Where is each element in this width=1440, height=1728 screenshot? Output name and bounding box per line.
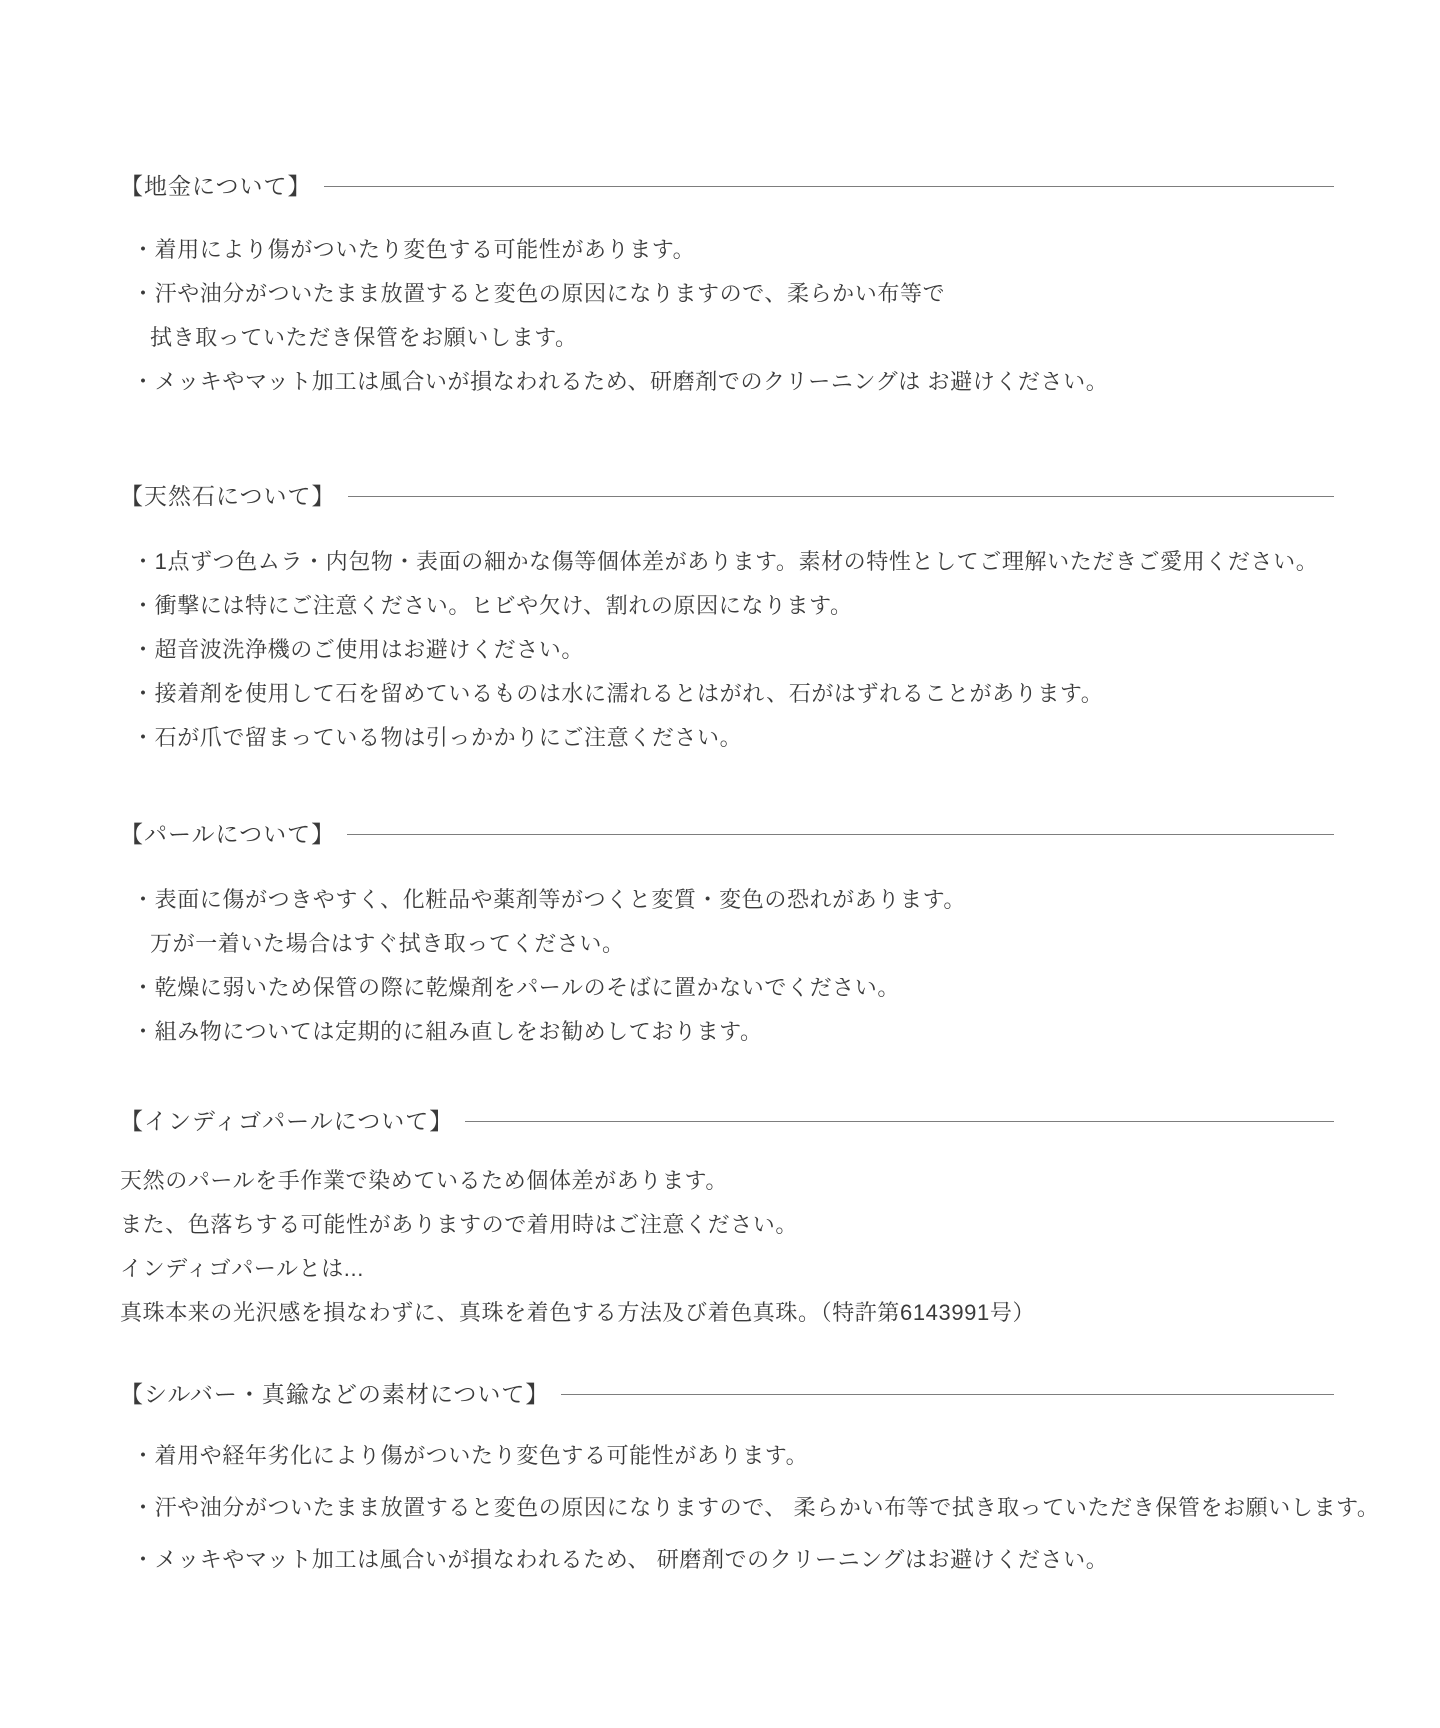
section-heading-row <box>120 170 1334 202</box>
bullet-text: 接着剤を使用して石を留めているものは水に濡れるとはがれ、石がはずれることがあります。 <box>154 681 1104 706</box>
section-body <box>120 1430 1380 1586</box>
section-heading-row <box>120 1105 1334 1137</box>
bullet-text: 超音波洗浄機のご使用はお避けください。 <box>154 637 585 662</box>
bullet-item <box>120 272 1334 316</box>
bullet-marker: ・ <box>132 637 155 662</box>
bullet-text: 着用により傷がついたり変色する可能性があります。 <box>154 237 696 262</box>
bullet-item <box>120 878 1334 922</box>
section-body <box>120 1159 1334 1335</box>
section-jigane <box>120 170 1334 404</box>
bullet-marker: ・ <box>132 549 155 574</box>
bullet-marker: ・ <box>132 1547 155 1572</box>
heading-rule <box>465 1121 1334 1122</box>
section-title: 【パールについて】 <box>120 821 336 847</box>
section-title: 【インディゴパールについて】 <box>120 1108 454 1134</box>
bullet-item <box>120 360 1334 404</box>
heading-rule <box>561 1394 1334 1395</box>
bullet-item <box>120 540 1334 584</box>
section-heading-row <box>120 1378 1334 1410</box>
paragraph-line <box>120 1247 1334 1291</box>
bullet-marker: ・ <box>132 1495 155 1520</box>
bullet-continuation <box>120 316 1334 360</box>
bullet-text: 拭き取っていただき保管をお願いします。 <box>150 325 578 350</box>
bullet-text: メッキやマット加工は風合いが損なわれるため、 研磨剤でのクリーニングはお避けください。 <box>154 1547 1109 1572</box>
bullet-marker: ・ <box>132 887 155 912</box>
paragraph-line <box>120 1203 1334 1247</box>
section-heading-row <box>120 818 1334 850</box>
bullet-text: 汗や油分がついたまま放置すると変色の原因になりますので、柔らかい布等で <box>154 281 946 306</box>
bullet-text: 1点ずつ色ムラ・内包物・表面の細かな傷等個体差があります。素材の特性としてご理解いただきご愛用ください。 <box>154 549 1319 574</box>
bullet-marker: ・ <box>132 1443 155 1468</box>
bullet-item <box>120 584 1334 628</box>
paragraph-text: インディゴパールとは... <box>120 1256 364 1281</box>
heading-rule <box>348 496 1334 497</box>
bullet-item <box>120 628 1334 672</box>
bullet-marker: ・ <box>132 281 155 306</box>
section-indigo-pearl <box>120 1105 1334 1335</box>
bullet-item <box>120 1482 1380 1534</box>
heading-rule <box>324 186 1334 187</box>
bullet-item <box>120 966 1334 1010</box>
bullet-text: 組み物については定期的に組み直しをお勧めしております。 <box>154 1019 763 1044</box>
bullet-marker: ・ <box>132 1019 155 1044</box>
section-body <box>120 228 1334 404</box>
bullet-text: 乾燥に弱いため保管の際に乾燥剤をパールのそばに置かないでください。 <box>154 975 900 1000</box>
bullet-marker: ・ <box>132 369 155 394</box>
section-silver-brass <box>120 1378 1380 1586</box>
bullet-continuation <box>120 922 1334 966</box>
paragraph-text: また、色落ちする可能性がありますので着用時はご注意ください。 <box>120 1212 799 1237</box>
bullet-item <box>120 1430 1334 1482</box>
section-body <box>120 878 1334 1054</box>
section-title: 【シルバー・真鍮などの素材について】 <box>120 1381 550 1407</box>
bullet-item <box>120 1534 1334 1586</box>
bullet-text: 着用や経年劣化により傷がついたり変色する可能性があります。 <box>154 1443 809 1468</box>
bullet-marker: ・ <box>132 593 155 618</box>
bullet-item <box>120 672 1334 716</box>
bullet-marker: ・ <box>132 975 155 1000</box>
bullet-text: 万が一着いた場合はすぐ拭き取ってください。 <box>150 931 625 956</box>
bullet-marker: ・ <box>132 725 155 750</box>
bullet-item <box>120 716 1334 760</box>
section-pearl <box>120 818 1334 1054</box>
bullet-text: 衝撃には特にご注意ください。ヒビや欠け、割れの原因になります。 <box>154 593 853 618</box>
paragraph-text: 真珠本来の光沢感を損なわずに、真珠を着色する方法及び着色真珠。（特許第6143991号） <box>120 1300 1036 1325</box>
bullet-marker: ・ <box>132 681 155 706</box>
bullet-item <box>120 1010 1334 1054</box>
paragraph-line <box>120 1291 1334 1335</box>
bullet-text: メッキやマット加工は風合いが損なわれるため、研磨剤でのクリーニングは お避けください。 <box>154 369 1109 394</box>
section-heading-row <box>120 480 1334 512</box>
section-title: 【天然石について】 <box>120 483 336 509</box>
bullet-item <box>120 228 1334 272</box>
bullet-text: 石が爪で留まっている物は引っかかりにご注意ください。 <box>154 725 743 750</box>
section-body <box>120 540 1334 760</box>
bullet-text: 表面に傷がつきやすく、化粧品や薬剤等がつくと変質・変色の恐れがあります。 <box>154 887 967 912</box>
section-title: 【地金について】 <box>120 173 312 199</box>
paragraph-text: 天然のパールを手作業で染めているため個体差があります。 <box>120 1168 729 1193</box>
paragraph-line <box>120 1159 1334 1203</box>
bullet-marker: ・ <box>132 237 155 262</box>
section-natural-stone <box>120 480 1334 760</box>
heading-rule <box>347 834 1334 835</box>
bullet-text: 汗や油分がついたまま放置すると変色の原因になりますので、 柔らかい布等で拭き取っていただき保管をお願いします。 <box>154 1495 1380 1520</box>
